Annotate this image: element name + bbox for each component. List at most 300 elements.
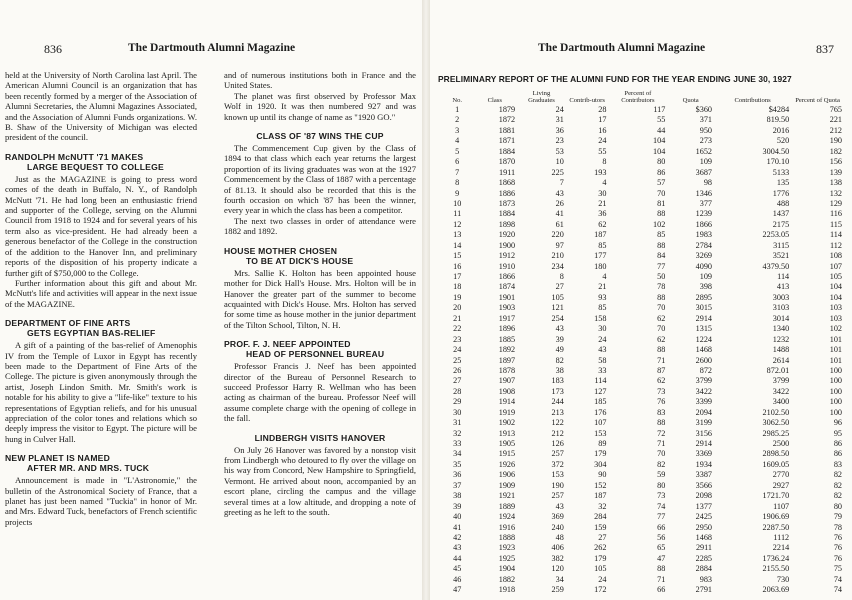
- table-cell: 520: [776, 136, 790, 146]
- table-cell: 3422: [772, 386, 790, 396]
- left-column: [5, 70, 197, 527]
- table-cell: 88: [657, 240, 666, 250]
- table-cell: 13: [453, 230, 462, 240]
- table-cell: 8: [455, 178, 460, 188]
- table-cell: 78: [833, 522, 842, 532]
- table-cell: 1882: [498, 574, 516, 584]
- table-cell: 1906: [498, 470, 516, 480]
- running-head: The Dartmouth Alumni Magazine: [538, 42, 706, 54]
- table-cell: 34: [555, 574, 564, 584]
- table-cell: 1881: [498, 125, 516, 135]
- table-row: [442, 502, 844, 512]
- table-cell: 47: [657, 553, 666, 563]
- table-cell: 1934: [695, 459, 713, 469]
- table-cell: 108: [829, 251, 842, 261]
- table-cell: 79: [833, 512, 842, 522]
- table-cell: 2063.69: [762, 585, 790, 595]
- table-cell: 1868: [498, 178, 516, 188]
- table-cell: 2791: [695, 585, 713, 595]
- table-cell: 153: [594, 428, 607, 438]
- table-cell: 70: [657, 303, 666, 313]
- article-heading-class-87: CLASS OF '87 WINS THE CUP: [256, 131, 384, 142]
- table-cell: 1884: [498, 209, 516, 219]
- table-cell: 3399: [695, 397, 713, 407]
- table-cell: 2016: [772, 125, 790, 135]
- table-row: [442, 408, 844, 418]
- page-number: 836: [44, 42, 62, 56]
- table-cell: 85: [598, 240, 607, 250]
- table-cell: 100: [829, 376, 842, 386]
- table-cell: 1910: [498, 261, 516, 271]
- table-cell: 240: [551, 522, 564, 532]
- table-cell: 3115: [773, 240, 790, 250]
- table-cell: 105: [594, 564, 607, 574]
- table-cell: 24: [598, 574, 607, 584]
- table-cell: 3521: [772, 251, 790, 261]
- table-cell: 30: [598, 188, 607, 198]
- table-cell: 1107: [773, 501, 790, 511]
- table-cell: 765: [829, 105, 842, 115]
- table-cell: 41: [555, 209, 564, 219]
- table-cell: 89: [598, 439, 607, 449]
- table-cell: 109: [699, 272, 713, 282]
- table-cell: 76: [657, 397, 666, 407]
- table-cell: 1917: [498, 313, 516, 323]
- table-cell: 1983: [695, 230, 713, 240]
- table-cell: 30: [453, 407, 462, 417]
- table-cell: 254: [551, 313, 564, 323]
- table-cell: 38: [555, 365, 564, 375]
- table-cell: 15: [453, 251, 462, 261]
- table-row: [442, 157, 844, 167]
- table-row: [442, 449, 844, 459]
- table-cell: 3422: [695, 386, 713, 396]
- table-row: [442, 241, 844, 251]
- table-cell: 1885: [498, 334, 516, 344]
- table-cell: 40: [453, 512, 462, 522]
- article-heading-fine-arts: DEPARTMENT OF FINE ARTS GETS EGYPTIAN BAS-RELIEF: [5, 318, 156, 339]
- table-cell: 101: [829, 345, 842, 355]
- table-cell: 1377: [695, 501, 713, 511]
- table-cell: 62: [657, 334, 666, 344]
- table-cell: 730: [776, 574, 790, 584]
- table-cell: 103: [829, 303, 842, 313]
- table-cell: 16: [453, 261, 462, 271]
- table-cell: 193: [594, 167, 607, 177]
- table-cell: 61: [555, 219, 564, 229]
- table-cell: 2898.50: [762, 449, 790, 459]
- table-cell: 82: [657, 459, 666, 469]
- table-row: [442, 178, 844, 188]
- table-cell: 1884: [498, 146, 516, 156]
- table-cell: 2214: [772, 543, 790, 553]
- table-cell: 31: [453, 418, 462, 428]
- table-cell: 2425: [695, 512, 713, 522]
- table-row: [442, 314, 844, 324]
- table-cell: 80: [657, 480, 666, 490]
- table-cell: 190: [829, 136, 842, 146]
- table-cell: 135: [776, 178, 790, 188]
- table-cell: 97: [555, 240, 564, 250]
- table-cell: 177: [594, 251, 607, 261]
- table-cell: 28: [453, 386, 462, 396]
- table-cell: 1918: [498, 585, 516, 595]
- col-header: Contributions: [734, 97, 771, 104]
- table-cell: 1924: [498, 512, 516, 522]
- table-cell: 100: [829, 386, 842, 396]
- paragraph: and of numerous institutions both in France and the United States.: [224, 70, 416, 91]
- table-cell: 262: [594, 543, 607, 553]
- table-cell: 4: [602, 272, 607, 282]
- table-cell: 117: [653, 105, 666, 115]
- table-cell: 257: [551, 449, 564, 459]
- table-cell: 2: [455, 115, 460, 125]
- table-cell: 121: [551, 303, 564, 313]
- table-cell: 179: [594, 553, 607, 563]
- table-row: [442, 491, 844, 501]
- table-row: [442, 199, 844, 209]
- col-header: Percent of Contributors: [621, 90, 655, 104]
- table-cell: 32: [453, 428, 462, 438]
- table-cell: 138: [829, 178, 842, 188]
- table-cell: 2500: [772, 439, 790, 449]
- paragraph: Professor Francis J. Neef has been appointed director of the Bureau of Personnel Research to succeed Professor Harry R. Wellman who has been acting as chairman of the bureau. Professor Neef will assume complete charge with the opening of college in the fall.: [224, 361, 416, 424]
- table-cell: 65: [657, 543, 666, 553]
- table-cell: 42: [453, 532, 462, 542]
- table-cell: 152: [594, 480, 607, 490]
- table-cell: 1926: [498, 459, 516, 469]
- table-cell: 257: [551, 491, 564, 501]
- paragraph: Further information about this gift and about Mr. McNutt's life and activities will appear in the next issue of the MAGAZINE.: [5, 277, 197, 309]
- table-cell: 82: [833, 480, 842, 490]
- table-cell: 46: [453, 574, 462, 584]
- table-cell: 100: [829, 397, 842, 407]
- table-row: [442, 564, 844, 574]
- table-cell: 369: [551, 512, 564, 522]
- table-cell: 129: [829, 198, 842, 208]
- table-cell: 1468: [695, 345, 713, 355]
- table-cell: 182: [829, 146, 842, 156]
- table-cell: 3003: [772, 292, 790, 302]
- table-cell: 116: [830, 209, 842, 219]
- table-cell: 1340: [772, 324, 790, 334]
- table-cell: 85: [598, 303, 607, 313]
- table-cell: 3103: [772, 303, 790, 313]
- table-row: [442, 523, 844, 533]
- table-cell: 33: [598, 365, 607, 375]
- table-cell: 1870: [498, 157, 516, 167]
- table-cell: 62: [598, 219, 607, 229]
- table-cell: 2600: [695, 355, 713, 365]
- table-cell: 2614: [772, 355, 790, 365]
- table-cell: 3400: [772, 397, 790, 407]
- table-cell: 1915: [498, 449, 516, 459]
- table-cell: 88: [657, 292, 666, 302]
- paragraph: On July 26 Hanover was favored by a nonstop visit from Lindbergh who detoured to fly over the village on his way from Concord, New Hampshire to Springfield, Vermont. He arrived about noon, accompanied by an escort plane, circling the campus and the village several times at a low altitude, and dropping a note of greeting as he left to the south.: [224, 444, 416, 517]
- table-cell: 371: [699, 115, 713, 125]
- table-row: [442, 418, 844, 428]
- table-cell: 3199: [695, 418, 713, 428]
- table-cell: 87: [657, 365, 666, 375]
- table-cell: 1232: [772, 334, 790, 344]
- table-cell: 26: [555, 198, 564, 208]
- table-cell: 1923: [498, 543, 516, 553]
- table-cell: 3156: [695, 428, 713, 438]
- table-cell: 17: [598, 115, 607, 125]
- table-cell: 185: [594, 397, 607, 407]
- table-cell: 176: [594, 407, 607, 417]
- table-cell: 156: [829, 157, 842, 167]
- table-cell: 43: [555, 188, 564, 198]
- page-number: 837: [816, 42, 834, 56]
- table-cell: 3015: [695, 303, 713, 313]
- table-cell: 24: [598, 136, 607, 146]
- table-cell: 37: [453, 480, 462, 490]
- table-cell: 109: [699, 157, 713, 167]
- table-cell: 36: [598, 209, 607, 219]
- article-heading-lindbergh: LINDBERGH VISITS HANOVER: [254, 432, 386, 443]
- table-row: [442, 105, 844, 115]
- table-cell: 43: [453, 543, 462, 553]
- article-heading-neef: PROF. F. J. NEEF APPOINTED HEAD OF PERSONNEL BUREAU: [224, 339, 385, 360]
- table-cell: 73: [657, 491, 666, 501]
- table-cell: 3387: [695, 470, 713, 480]
- table-cell: 105: [829, 272, 842, 282]
- table-cell: 3799: [695, 376, 713, 386]
- table-cell: 82: [833, 470, 842, 480]
- table-cell: 41: [453, 522, 462, 532]
- table-cell: 104: [653, 136, 666, 146]
- table-row: [442, 387, 844, 397]
- table-cell: 5: [455, 146, 460, 156]
- table-cell: 114: [830, 230, 842, 240]
- table-cell: 1911: [499, 167, 516, 177]
- table-row: [442, 272, 844, 282]
- paragraph: Mrs. Sallie K. Holton has been appointed house mother for Dick Hall's House. Mrs. Holton will be in Hanover the greater part of the summer to become acquainted with Dick's House. Mrs. Holton has served for some time as house mother in the junior department of the Tilton School, Tilton, N. H.: [224, 267, 416, 330]
- table-cell: 382: [551, 553, 564, 563]
- table-row: [442, 356, 844, 366]
- table-cell: 21: [453, 313, 462, 323]
- table-row: [442, 429, 844, 439]
- table-cell: 1904: [498, 564, 516, 574]
- table-cell: 57: [657, 178, 666, 188]
- table-cell: 71: [657, 574, 666, 584]
- table-cell: 259: [551, 585, 564, 595]
- table-row: [442, 533, 844, 543]
- table-header-row: [442, 90, 844, 105]
- table-cell: 179: [594, 449, 607, 459]
- table-cell: 103: [829, 313, 842, 323]
- table-cell: 36: [555, 125, 564, 135]
- table-cell: 127: [594, 386, 607, 396]
- table-cell: 190: [551, 480, 564, 490]
- col-header: Percent of Quota: [795, 97, 840, 104]
- table-row: [442, 481, 844, 491]
- table-row: [442, 262, 844, 272]
- table-cell: 2985.25: [762, 428, 790, 438]
- table-row: [442, 460, 844, 470]
- running-head: The Dartmouth Alumni Magazine: [128, 42, 296, 54]
- table-cell: 83: [657, 407, 666, 417]
- table-cell: 107: [829, 261, 842, 271]
- table-cell: 1921: [498, 491, 516, 501]
- table-cell: 1892: [498, 345, 516, 355]
- table-cell: 44: [453, 553, 462, 563]
- table-cell: 56: [657, 532, 666, 542]
- table-row: [442, 303, 844, 313]
- table-cell: 1902: [498, 418, 516, 428]
- table-cell: 43: [555, 324, 564, 334]
- table-cell: 77: [657, 512, 666, 522]
- table-cell: 7: [455, 167, 460, 177]
- table-cell: 1872: [498, 115, 516, 125]
- table-cell: 28: [598, 105, 607, 115]
- table-cell: 159: [594, 522, 607, 532]
- table-cell: 88: [657, 418, 666, 428]
- table-cell: 1346: [695, 188, 713, 198]
- table-cell: 70: [657, 188, 666, 198]
- table-cell: 1488: [772, 345, 790, 355]
- table-row: [442, 376, 844, 386]
- table-cell: 872: [699, 365, 713, 375]
- table-cell: 88: [657, 209, 666, 219]
- table-cell: 112: [830, 240, 842, 250]
- table-cell: 1: [455, 105, 460, 115]
- table-row: [442, 136, 844, 146]
- table-cell: 48: [555, 532, 564, 542]
- table-cell: 1239: [695, 209, 713, 219]
- table-cell: 43: [555, 501, 564, 511]
- table-cell: 2950: [695, 522, 713, 532]
- table-cell: 304: [594, 459, 607, 469]
- table-cell: 2285: [695, 553, 713, 563]
- table-cell: 2784: [695, 240, 713, 250]
- table-cell: 24: [598, 334, 607, 344]
- table-cell: 93: [598, 292, 607, 302]
- table-cell: 104: [829, 282, 842, 292]
- table-cell: 47: [453, 585, 462, 595]
- table-cell: 1609.05: [762, 459, 790, 469]
- table-row: [442, 439, 844, 449]
- table-cell: 1898: [498, 219, 516, 229]
- table-cell: 104: [653, 146, 666, 156]
- report-title: PRELIMINARY REPORT OF THE ALUMNI FUND FOR THE YEAR ENDING JUNE 30, 1927: [438, 74, 792, 84]
- table-row: [442, 209, 844, 219]
- table-cell: 132: [829, 188, 842, 198]
- table-cell: 70: [657, 324, 666, 334]
- table-cell: 24: [453, 345, 462, 355]
- table-cell: 86: [657, 167, 666, 177]
- table-row: [442, 366, 844, 376]
- table-cell: 29: [453, 397, 462, 407]
- table-cell: 1437: [772, 209, 790, 219]
- table-cell: 120: [551, 564, 564, 574]
- table-cell: 21: [598, 198, 607, 208]
- table-cell: 153: [551, 470, 564, 480]
- table-cell: 96: [833, 418, 842, 428]
- table-cell: 2911: [695, 543, 713, 553]
- col-header: No.: [452, 97, 463, 104]
- table-cell: 82: [555, 355, 564, 365]
- table-row: [442, 126, 844, 136]
- table-cell: 273: [699, 136, 713, 146]
- table-cell: 244: [551, 397, 564, 407]
- table-cell: 1901: [498, 292, 516, 302]
- table-cell: 95: [833, 428, 842, 438]
- table-cell: 7: [559, 178, 564, 188]
- paragraph: The next two classes in order of attendance were 1882 and 1892.: [224, 215, 416, 237]
- table-row: [442, 115, 844, 125]
- table-cell: 71: [657, 355, 666, 365]
- table-cell: 101: [829, 334, 842, 344]
- table-cell: 4379.50: [762, 261, 790, 271]
- table-cell: 172: [594, 585, 607, 595]
- table-cell: 24: [555, 105, 564, 115]
- table-cell: 187: [594, 491, 607, 501]
- paragraph: held at the University of North Carolina last April. The American Alumni Council is an organization that has been recently formed by a merger of the Association of Alumni Secretaries, the Alumni Magazines Associated, and the Association of Alumni Funds organizations. W. B. Shaw of the University of Michigan was elected president of the council.: [5, 70, 197, 143]
- table-cell: 88: [657, 564, 666, 574]
- table-cell: 1736.24: [762, 553, 790, 563]
- table-row: [442, 585, 844, 595]
- table-cell: 88: [657, 345, 666, 355]
- table-cell: 284: [594, 512, 607, 522]
- paragraph: Announcement is made in "L'Astronomie," the bulletin of the Astronomical Society of France, that a planet has just been named "Tuckia" in honor of Mr. and Mrs. Edward Tuck, benefactors of French scientific projects: [5, 475, 197, 527]
- table-cell: 398: [699, 282, 713, 292]
- table-cell: 1889: [498, 501, 516, 511]
- table-row: [442, 554, 844, 564]
- table-cell: 17: [453, 272, 462, 282]
- table-cell: 187: [594, 230, 607, 240]
- table-row: [442, 220, 844, 230]
- table-cell: 75: [833, 564, 842, 574]
- table-row: [442, 470, 844, 480]
- table-cell: 1900: [498, 240, 516, 250]
- table-cell: 86: [833, 449, 842, 459]
- col-header: Quota: [682, 97, 699, 104]
- table-cell: 43: [598, 345, 607, 355]
- col-header: Living Graduates: [528, 90, 555, 104]
- table-cell: 1908: [498, 386, 516, 396]
- table-cell: 50: [657, 272, 666, 282]
- table-cell: 14: [453, 240, 462, 250]
- table-cell: 72: [657, 428, 666, 438]
- table-cell: 31: [555, 115, 564, 125]
- table-cell: 158: [594, 313, 607, 323]
- table-cell: 78: [657, 282, 666, 292]
- table-row: [442, 324, 844, 334]
- table-cell: 180: [594, 261, 607, 271]
- table-cell: 3: [455, 125, 460, 135]
- table-cell: 1871: [498, 136, 516, 146]
- table-cell: 114: [777, 272, 790, 282]
- table-cell: 3062.50: [762, 418, 790, 428]
- table-row: [442, 230, 844, 240]
- table-cell: 4: [602, 178, 607, 188]
- table-cell: 377: [699, 198, 713, 208]
- table-cell: 1224: [695, 334, 713, 344]
- table-cell: 55: [598, 146, 607, 156]
- table-cell: 32: [598, 501, 607, 511]
- table-cell: 1905: [498, 439, 516, 449]
- table-cell: 27: [453, 376, 462, 386]
- table-cell: 81: [657, 198, 666, 208]
- table-row: [442, 512, 844, 522]
- col-header: Contrib-utors: [569, 97, 605, 104]
- table-cell: 2884: [695, 564, 713, 574]
- table-cell: 3014: [772, 313, 790, 323]
- table-cell: 1913: [498, 428, 516, 438]
- table-cell: 23: [555, 136, 564, 146]
